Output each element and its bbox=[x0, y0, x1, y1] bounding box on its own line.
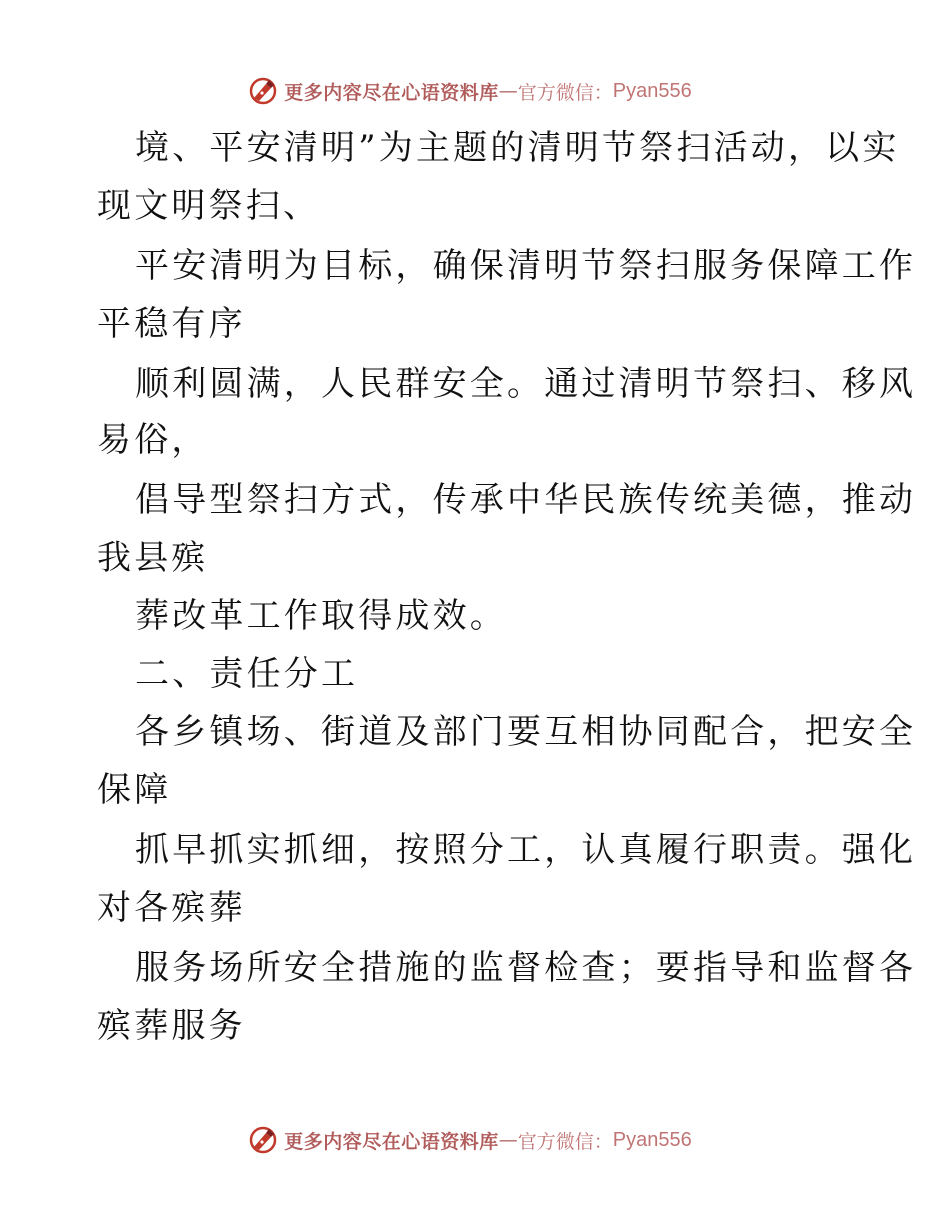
text-line: 现文明祭扫、 bbox=[97, 186, 321, 226]
brand-text: 更多内容尽在心语资料库 bbox=[284, 81, 499, 104]
text-line: 平稳有序 bbox=[97, 304, 246, 344]
text-line: 殡葬服务 bbox=[97, 1006, 246, 1046]
section-heading: 二、责任分工 bbox=[135, 654, 359, 694]
text-line: 境、平安清明”为主题的清明节祭扫活动，以实 bbox=[135, 128, 900, 168]
text-line: 保障 bbox=[97, 770, 172, 810]
text-line: 对各殡葬 bbox=[97, 888, 246, 928]
text-line: 各乡镇场、街道及部门要互相协同配合，把安全 bbox=[135, 712, 917, 752]
brand-text: 更多内容尽在心语资料库 bbox=[284, 1130, 499, 1153]
wechat-id: Pyan556 bbox=[612, 1128, 692, 1151]
footer-watermark-banner bbox=[0, 1120, 950, 1160]
pen-nib-logo-icon bbox=[248, 76, 278, 106]
header-watermark-banner bbox=[0, 71, 950, 111]
text-line: 我县殡 bbox=[97, 538, 209, 578]
text-line: 服务场所安全措施的监督检查；要指导和监督各 bbox=[135, 948, 917, 988]
text-line: 易俗， bbox=[97, 420, 209, 460]
wechat-id: Pyan556 bbox=[612, 79, 692, 102]
text-line: 倡导型祭扫方式，传承中华民族传统美德，推动 bbox=[135, 480, 917, 520]
wechat-label: 官方微信： bbox=[517, 81, 613, 104]
wechat-label: 官方微信： bbox=[517, 1130, 613, 1153]
text-line: 抓早抓实抓细，按照分工，认真履行职责。强化 bbox=[135, 830, 917, 870]
text-line: 平安清明为目标，确保清明节祭扫服务保障工作 bbox=[135, 246, 917, 286]
pen-nib-logo-icon bbox=[248, 1125, 278, 1155]
text-line: 葬改革工作取得成效。 bbox=[135, 596, 507, 636]
banner-dash: — bbox=[498, 80, 518, 102]
text-line: 顺利圆满，人民群安全。通过清明节祭扫、移风 bbox=[135, 364, 917, 404]
banner-dash: — bbox=[498, 1129, 518, 1151]
